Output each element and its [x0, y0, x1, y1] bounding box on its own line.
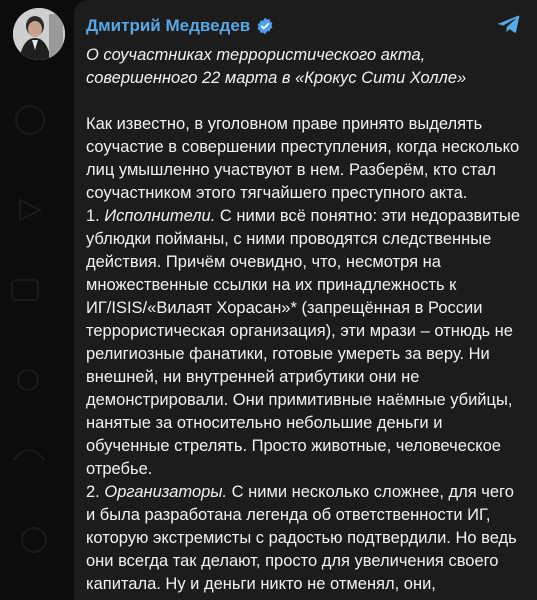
item-label: Организаторы. — [104, 483, 228, 501]
item-text: С ними несколько сложнее, для чего и была разработана легенда об ответственности ИГ, которую экстремисты с радостью подтвердили. Но ведь они всегда так делают, просто для увеличения своего капитала. Ну и деньги никто не отменял, они, — [86, 483, 517, 593]
message-header — [86, 14, 521, 38]
verified-badge-icon — [256, 17, 274, 35]
item-label: Исполнители. — [104, 207, 216, 225]
post-body — [86, 44, 526, 596]
author-name[interactable]: Дмитрий Медведев — [86, 16, 251, 35]
post-title: О соучастниках террористического акта, совершенного 22 марта в «Крокус Сити Холле» — [86, 46, 467, 87]
telegram-send-icon[interactable] — [497, 12, 521, 36]
avatar-photo-icon — [13, 8, 65, 60]
item-text: С ними всё понятно: эти недоразвитые ублюдки пойманы, с ними проводятся следственные действия. Причём очевидно, что, несмотря на множественные ссылки на их принадлежность к ИГ/ISIS/«Вилаят Хорасан»* (запрещённая в России террористическая организация), эти мрази – отнюдь не религиозные фанатики, готовые умереть за веру. Ни внешней, ни внутренней атрибутики они не демонстрировали. Они примитивные наёмные убийцы, нанятые за относительно небольшие деньги и обученные стрелять. Просто животные, человеческое отребье. — [86, 207, 521, 478]
item-number: 2. — [86, 483, 105, 501]
avatar[interactable] — [13, 8, 65, 60]
post-intro: Как известно, в уголовном праве принято выделять соучастие в совершении преступления, когда несколько лиц умышленно участвуют в нем. Разберём, кто стал соучастником этого тягчайшего преступного акта. — [86, 115, 520, 202]
paragraph-gap — [86, 90, 526, 113]
item-number: 1. — [86, 207, 105, 225]
